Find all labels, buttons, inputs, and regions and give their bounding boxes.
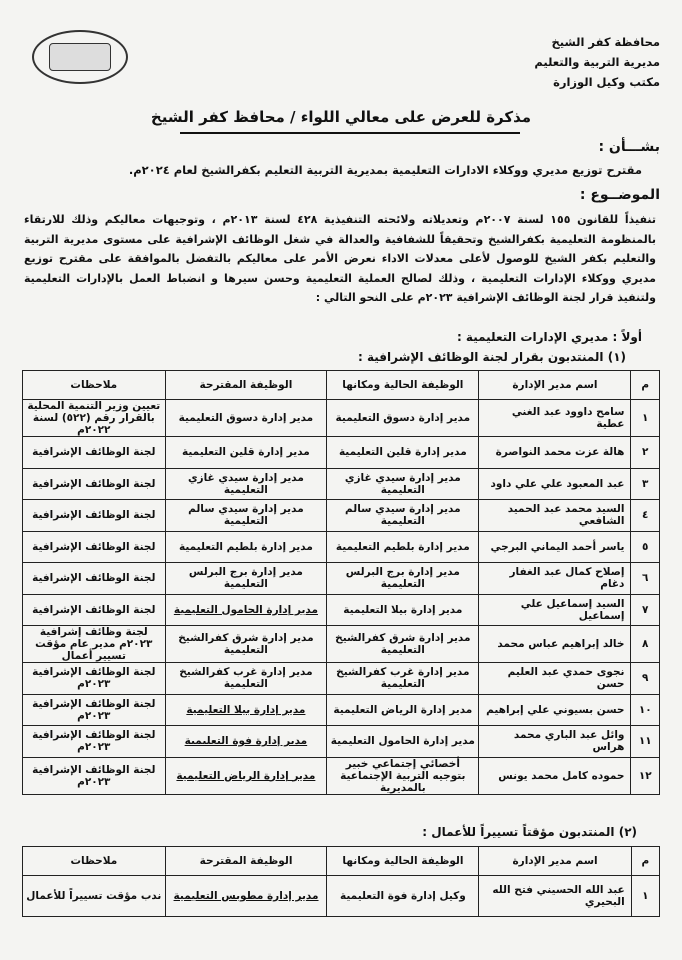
row-current: مدير إدارة سيدي غازي التعليمية [327, 468, 479, 500]
col-header-notes: ملاحظات [23, 371, 166, 400]
table-header-row [23, 371, 660, 400]
row-name: هالة عزت محمد النواصرة [479, 437, 631, 469]
letterhead [534, 32, 660, 92]
row-notes: ندب مؤقت تسييراً للأعمال [23, 876, 166, 917]
row-index: ١٠ [631, 694, 660, 726]
row-index: ١١ [631, 726, 660, 758]
col-header-index: م [631, 847, 659, 876]
row-name: السيد محمد عبد الحميد الشافعي [479, 500, 631, 532]
col-header-proposed: الوظيفة المقترحة [165, 847, 327, 876]
subject-label: بشـــأن : [598, 139, 660, 155]
row-name: حسن بسيوني علي إبراهيم [479, 694, 631, 726]
section2-title: (٢) المنتدبون مؤقتاً تسييراً للأعمال : [422, 825, 637, 839]
row-index: ٢ [631, 437, 660, 469]
row-current: مدير إدارة شرق كفرالشيخ التعليمية [327, 626, 479, 663]
row-proposed: مدير إدارة فوة التعليمية [165, 726, 327, 758]
row-current: مدير إدارة الرياض التعليمية [327, 694, 479, 726]
row-notes: لجنة الوظائف الإشرافية ٢٠٢٣م [23, 757, 166, 794]
row-notes: لجنة الوظائف الإشرافية [23, 437, 166, 469]
table-row [23, 437, 660, 469]
row-current: مدير إدارة الحامول التعليمية [327, 726, 479, 758]
row-notes: لجنة الوظائف الإشرافية ٢٠٢٣م [23, 663, 166, 695]
row-proposed: مدير إدارة مطوبس التعليمية [165, 876, 327, 917]
row-notes: لجنة الوظائف الإشرافية [23, 594, 166, 626]
row-proposed: مدير إدارة قلين التعليمية [165, 437, 327, 469]
row-proposed: مدير إدارة غرب كفرالشيخ التعليمية [165, 663, 327, 695]
row-notes: لجنة الوظائف الإشرافية ٢٠٢٣م [23, 726, 166, 758]
row-name: ياسر أحمد اليماني البرجي [479, 531, 631, 563]
row-notes: لجنة الوظائف الإشرافية [23, 500, 166, 532]
row-proposed: مدير إدارة بيلا التعليمية [165, 694, 327, 726]
table-row [23, 694, 660, 726]
row-proposed: مدير إدارة سيدي سالم التعليمية [165, 500, 327, 532]
row-notes: لجنة الوظائف الإشرافية ٢٠٢٣م [23, 694, 166, 726]
row-proposed: مدير إدارة سيدي غازي التعليمية [165, 468, 327, 500]
temporary-directors-table [22, 846, 660, 917]
col-header-notes: ملاحظات [23, 847, 166, 876]
row-notes: لجنة الوظائف الإشرافية [23, 563, 166, 595]
row-index: ٩ [631, 663, 660, 695]
title-underline [180, 132, 520, 134]
table-row [23, 531, 660, 563]
row-name: إصلاح كمال عبد الغفار دغام [479, 563, 631, 595]
topic-label: الموضــوع : [579, 187, 660, 203]
table-row [23, 468, 660, 500]
governorate-name: محافظة كفر الشيخ [551, 35, 660, 49]
row-index: ١ [631, 876, 659, 917]
row-proposed: مدير إدارة برج البرلس التعليمية [165, 563, 327, 595]
row-name: سامح داوود عبد الغني عطية [479, 400, 631, 437]
row-proposed: مدير إدارة الحامول التعليمية [165, 594, 327, 626]
table-row [23, 500, 660, 532]
row-name: نجوى حمدي عبد العليم حسن [479, 663, 631, 695]
row-name: عبد الله الحسيني فتح الله البحيري [479, 876, 631, 917]
row-current: مدير إدارة بيلا التعليمية [327, 594, 479, 626]
table-row [23, 400, 660, 437]
row-name: عبد المعبود علي علي داود [479, 468, 631, 500]
directors-table [22, 370, 660, 795]
row-name: السيد إسماعيل علي إسماعيل [479, 594, 631, 626]
table-header-row [23, 847, 660, 876]
table-row [23, 663, 660, 695]
governorate-logo-icon [32, 30, 128, 84]
row-current: مدير إدارة دسوق التعليمية [327, 400, 479, 437]
table-row [23, 626, 660, 663]
row-notes: لجنة الوظائف الإشرافية [23, 531, 166, 563]
row-current: وكيل إدارة فوة التعليمية [327, 876, 479, 917]
table-row [23, 757, 660, 794]
memo-title: مذكرة للعرض على معالي اللواء / محافظ كفر الشيخ [150, 108, 532, 126]
row-current: مدير إدارة غرب كفرالشيخ التعليمية [327, 663, 479, 695]
row-notes: لجنة وظائف إشرافية ٢٠٢٣م مدير عام مؤقت تسيير أعمال [23, 626, 166, 663]
row-index: ١٢ [631, 757, 660, 794]
subject-text: مقترح توزيع مديري ووكلاء الادارات التعليمية بمديرية التربية التعليم بكفرالشيخ لعام ٢٠٢٤م. [128, 163, 642, 177]
row-index: ٥ [631, 531, 660, 563]
table-row [23, 594, 660, 626]
table-row [23, 563, 660, 595]
row-proposed: مدير إدارة الرياض التعليمية [165, 757, 327, 794]
col-header-name: اسم مدير الإدارة [479, 847, 631, 876]
row-index: ٤ [631, 500, 660, 532]
row-current: مدير إدارة قلين التعليمية [327, 437, 479, 469]
row-name: خالد إبراهيم عباس محمد [479, 626, 631, 663]
row-name: حموده كامل محمد يونس [479, 757, 631, 794]
row-proposed: مدير إدارة شرق كفرالشيخ التعليمية [165, 626, 327, 663]
row-index: ٦ [631, 563, 660, 595]
row-proposed: مدير إدارة دسوق التعليمية [165, 400, 327, 437]
col-header-current: الوظيفة الحالية ومكانها [327, 847, 479, 876]
row-proposed: مدير إدارة بلطيم التعليمية [165, 531, 327, 563]
table-row [23, 726, 660, 758]
row-current: أخصائي إجتماعي خبير بتوجيه التربية الإجتماعية بالمديرية [327, 757, 479, 794]
row-notes: تعيين وزير التنمية المحلية بالقرار رقم (٥٢٢) لسنة ٢٠٢٢م [23, 400, 166, 437]
row-current: مدير إدارة بلطيم التعليمية [327, 531, 479, 563]
col-header-current: الوظيفة الحالية ومكانها [327, 371, 479, 400]
directorate-name: مديرية التربية والتعليم [534, 55, 660, 69]
col-header-proposed: الوظيفة المقترحة [165, 371, 327, 400]
row-current: مدير إدارة برج البرلس التعليمية [327, 563, 479, 595]
col-header-index: م [631, 371, 660, 400]
col-header-name: اسم مدير الإدارة [479, 371, 631, 400]
row-name: وائل عبد الباري محمد هراس [479, 726, 631, 758]
body-paragraph: تنفيذاً للقانون ١٥٥ لسنة ٢٠٠٧م وتعديلاته ولائحته التنفيذية ٤٢٨ لسنة ٢٠١٣م ، وتوجيهات معاليكم وذلك للارتقاء بالمنظومة التعليمية بكفرالشيخ وتحقيقاً للشفافية والعدالة في شغل الوظائف الإشرافية على مستوى مديرية التربية والتعليم بكفر الشيخ للوصول لأعلى معدلات الاداء نعرض الأمر على معاليكم بالتفضل بالموافقة على مقترح توزيع مديري ووكلاء الإدارات التعليمية ، وذلك لصالح العملية التعليمية وحسن سيرها و انضباط العمل بالإدارات التعليمية ولتنفيذ قرار لجنة الوظائف الإشرافية ٢٠٢٣م على النحو التالي : [24, 213, 656, 304]
table-row [23, 876, 660, 917]
row-index: ٨ [631, 626, 660, 663]
row-index: ٣ [631, 468, 660, 500]
row-notes: لجنة الوظائف الإشرافية [23, 468, 166, 500]
section1-subtitle: (١) المنتدبون بقرار لجنة الوظائف الإشرافية : [358, 350, 626, 364]
row-index: ١ [631, 400, 660, 437]
section1-title: أولاً : مديري الإدارات التعليمية : [456, 330, 642, 344]
office-name: مكتب وكيل الوزارة [553, 75, 660, 89]
row-current: مدير إدارة سيدي سالم التعليمية [327, 500, 479, 532]
row-index: ٧ [631, 594, 660, 626]
